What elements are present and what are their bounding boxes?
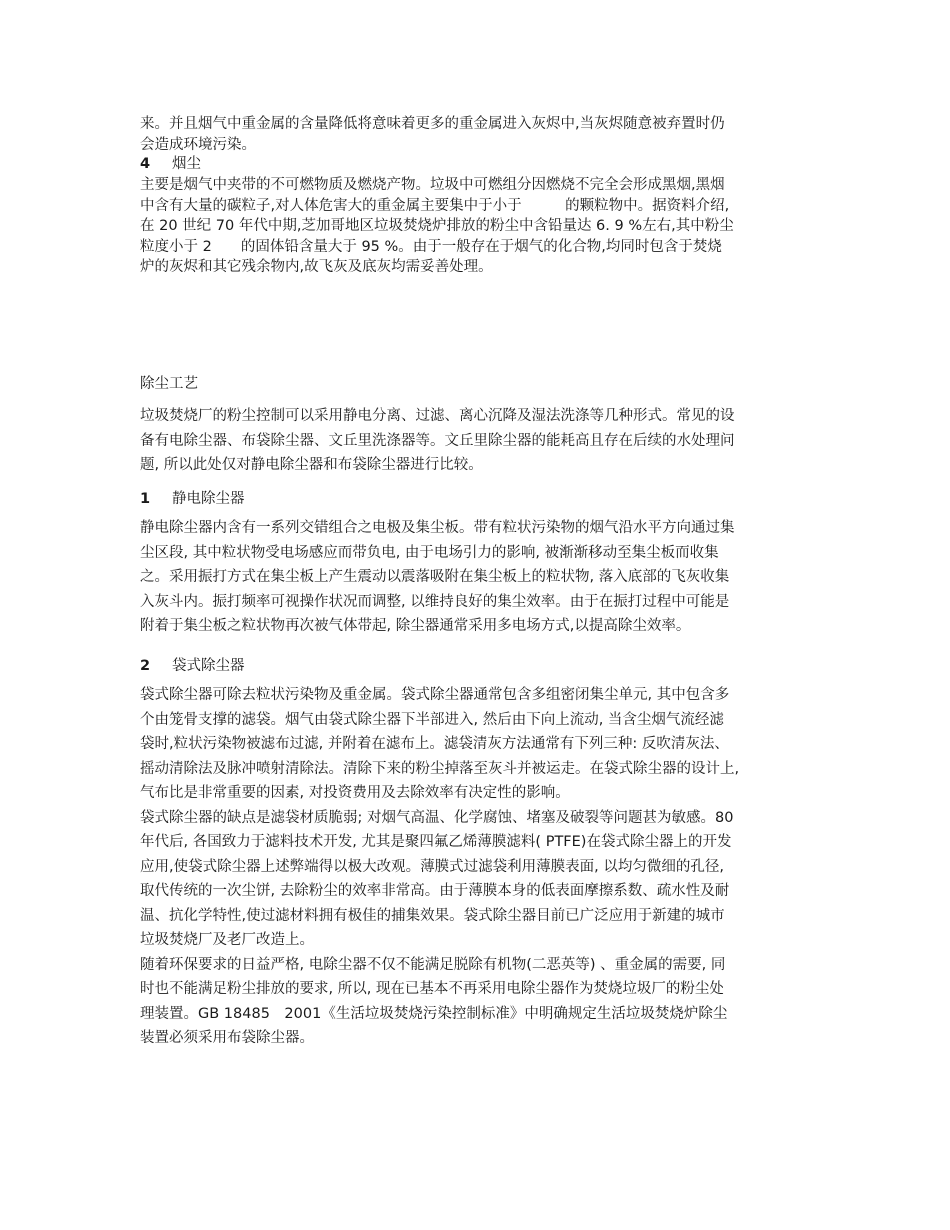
section-heading-2 [140, 656, 245, 676]
section-title: 烟尘 [172, 156, 201, 172]
text-line: 袋式除尘器的缺点是滤袋材质脆弱; 对烟气高温、化学腐蚀、堵塞及破裂等问题甚为敏感。80 [140, 809, 734, 826]
text-line: 应用,使袋式除尘器上述弊端得以极大改观。薄膜式过滤袋利用薄膜表面, 以均匀微细的孔径, [140, 858, 724, 875]
section-heading-1 [140, 489, 245, 509]
page-title [140, 374, 198, 394]
text-line: 之。采用振打方式在集尘板上产生震动以震落吸附在集尘板上的粒状物, 落入底部的飞灰收集 [140, 569, 730, 585]
section-number: 2 [140, 658, 151, 674]
text-line: 理装置。GB 18485 2001《生活垃圾焚烧污染控制标准》中明确规定生活垃圾焚烧炉除尘 [140, 1005, 728, 1022]
text-line: 气布比是非常重要的因素, 对投资费用及去除效率有决定性的影响。 [140, 785, 570, 801]
paragraph-bag-filter [140, 683, 830, 1051]
text-line: 来。并且烟气中重金属的含量降低将意味着更多的重金属进入灰烬中,当灰烬随意被弃置时仍 [140, 116, 725, 132]
text-line: 取代传统的一次尘饼, 去除粉尘的效率非常高。由于薄膜本身的低表面摩擦系数、疏水性及耐 [140, 883, 730, 899]
section-title: 袋式除尘器 [172, 658, 245, 674]
title-text: 除尘工艺 [140, 376, 198, 392]
text-line: 入灰斗内。振打频率可视操作状况而调整, 以维持良好的集尘效率。由于在振打过程中可能是 [140, 593, 730, 610]
section-title: 静电除尘器 [172, 491, 245, 507]
section-number: 4 [140, 156, 151, 172]
text-line: 会造成环境污染。 [140, 136, 256, 153]
paragraph-smoke-dust [140, 175, 830, 278]
text-line: 尘区段, 其中粒状物受电场感应而带负电, 由于电场引力的影响, 被渐渐移动至集尘板而收集 [140, 544, 719, 561]
text-line: 温、抗化学特性,使过滤材料拥有极佳的捕集效果。袋式除尘器目前已广泛应用于新建的城市 [140, 907, 725, 924]
text-line: 垃圾焚烧厂的粉尘控制可以采用静电分离、过滤、离心沉降及湿法洗涤等几种形式。常见的设 [140, 408, 735, 424]
text-line: 装置必须采用布袋除尘器。 [140, 1030, 314, 1046]
section-number: 1 [140, 491, 151, 507]
text-line: 附着于集尘板之粒状物再次被气体带起, 除尘器通常采用多电场方式,以提高除尘效率。 [140, 618, 691, 634]
text-line: 垃圾焚烧厂及老厂改造上。 [140, 932, 314, 948]
text-line: 随着环保要求的日益严格, 电除尘器不仅不能满足脱除有机物(二恶英等) 、重金属的需要, 同 [140, 956, 726, 973]
text-line: 个由笼骨支撑的滤袋。烟气由袋式除尘器下半部进入, 然后由下向上流动, 当含尘烟气流经滤 [140, 711, 724, 728]
paragraph-continuation [140, 114, 830, 155]
text-line: 在 20 世纪 70 年代中期,芝加哥地区垃圾焚烧炉排放的粉尘中含铅量达 6. 9 %左右,其中粉尘 [140, 218, 734, 234]
paragraph-intro [140, 404, 830, 478]
section-heading-4 [140, 154, 201, 174]
text-line: 袋时,粒状污染物被滤布过滤, 并附着在滤布上。滤袋清灰方法通常有下列三种: 反吹清灰法、 [140, 736, 729, 752]
text-line: 主要是烟气中夹带的不可燃物质及燃烧产物。垃圾中可燃组分因燃烧不完全会形成黑烟,黑烟 [140, 177, 725, 193]
text-line: 题, 所以此处仅对静电除尘器和布袋除尘器进行比较。 [140, 457, 483, 473]
text-line: 年代后, 各国致力于滤料技术开发, 尤其是聚四氟乙烯薄膜滤料( PTFE)在袋式除尘器上的开发 [140, 834, 732, 850]
text-line: 炉的灰烬和其它残余物内,故飞灰及底灰均需妥善处理。 [140, 259, 493, 275]
text-line: 时也不能满足粉尘排放的要求, 所以, 现在已基本不再采用电除尘器作为焚烧垃圾厂的粉尘处 [140, 981, 724, 997]
text-line: 粒度小于 2 的固体铅含量大于 95 %。由于一般存在于烟气的化合物,均同时包含于焚烧 [140, 238, 722, 255]
text-line: 备有电除尘器、布袋除尘器、文丘里洗涤器等。文丘里除尘器的能耗高且存在后续的水处理问 [140, 432, 735, 449]
text-line: 袋式除尘器可除去粒状污染物及重金属。袋式除尘器通常包含多组密闭集尘单元, 其中包含多 [140, 687, 730, 703]
text-line: 摇动清除法及脉冲喷射清除法。清除下来的粉尘掉落至灰斗并被运走。在袋式除尘器的设计上, [140, 760, 740, 777]
paragraph-electrostatic [140, 516, 830, 639]
text-line: 中含有大量的碳粒子,对人体危害大的重金属主要集中于小于 的颗粒物中。据资料介绍, [140, 197, 730, 214]
text-line: 静电除尘器内含有一系列交错组合之电极及集尘板。带有粒状污染物的烟气沿水平方向通过集 [140, 520, 735, 536]
